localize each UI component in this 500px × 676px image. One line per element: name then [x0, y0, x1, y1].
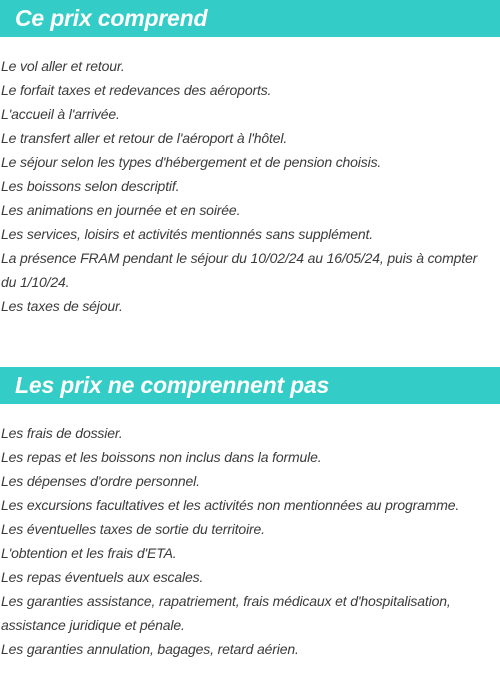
included-section-header — [0, 0, 500, 37]
list-item: La présence FRAM pendant le séjour du 10/02/24 au 16/05/24, puis à compter du 1/10/24. — [1, 250, 478, 290]
list-item: Le transfert aller et retour de l'aéroport à l'hôtel. — [1, 130, 288, 146]
list-item: L'accueil à l'arrivée. — [1, 106, 120, 122]
list-item: Les repas éventuels aux escales. — [1, 569, 204, 585]
excluded-section-header — [0, 367, 500, 404]
list-item: Les dépenses d'ordre personnel. — [1, 473, 200, 489]
list-item: Les taxes de séjour. — [1, 298, 123, 314]
excluded-section-title: Les prix ne comprennent pas — [15, 372, 330, 398]
list-item: L'obtention et les frais d'ETA. — [1, 545, 177, 561]
list-item: Les éventuelles taxes de sortie du territoire. — [1, 521, 265, 537]
list-item: Les excursions facultatives et les activités non mentionnées au programme. — [1, 497, 460, 513]
list-item: Les boissons selon descriptif. — [1, 178, 180, 194]
list-item: Le vol aller et retour. — [1, 58, 125, 74]
list-item: Le séjour selon les types d'hébergement et de pension choisis. — [1, 154, 382, 170]
list-item: Les frais de dossier. — [1, 425, 123, 441]
included-section-title: Ce prix comprend — [15, 5, 208, 31]
excluded-section — [0, 367, 500, 661]
list-item: Les garanties annulation, bagages, retard aérien. — [1, 641, 299, 657]
excluded-items-list — [0, 421, 500, 661]
list-item: Les repas et les boissons non inclus dans la formule. — [1, 449, 322, 465]
list-item: Les garanties assistance, rapatriement, frais médicaux et d'hospitalisation, assistance juridique et pénale. — [1, 593, 451, 633]
list-item: Les animations en journée et en soirée. — [1, 202, 241, 218]
list-item: Le forfait taxes et redevances des aéroports. — [1, 82, 272, 98]
included-section — [0, 0, 500, 318]
list-item: Les services, loisirs et activités mentionnés sans supplément. — [1, 226, 373, 242]
included-items-list — [0, 54, 500, 318]
